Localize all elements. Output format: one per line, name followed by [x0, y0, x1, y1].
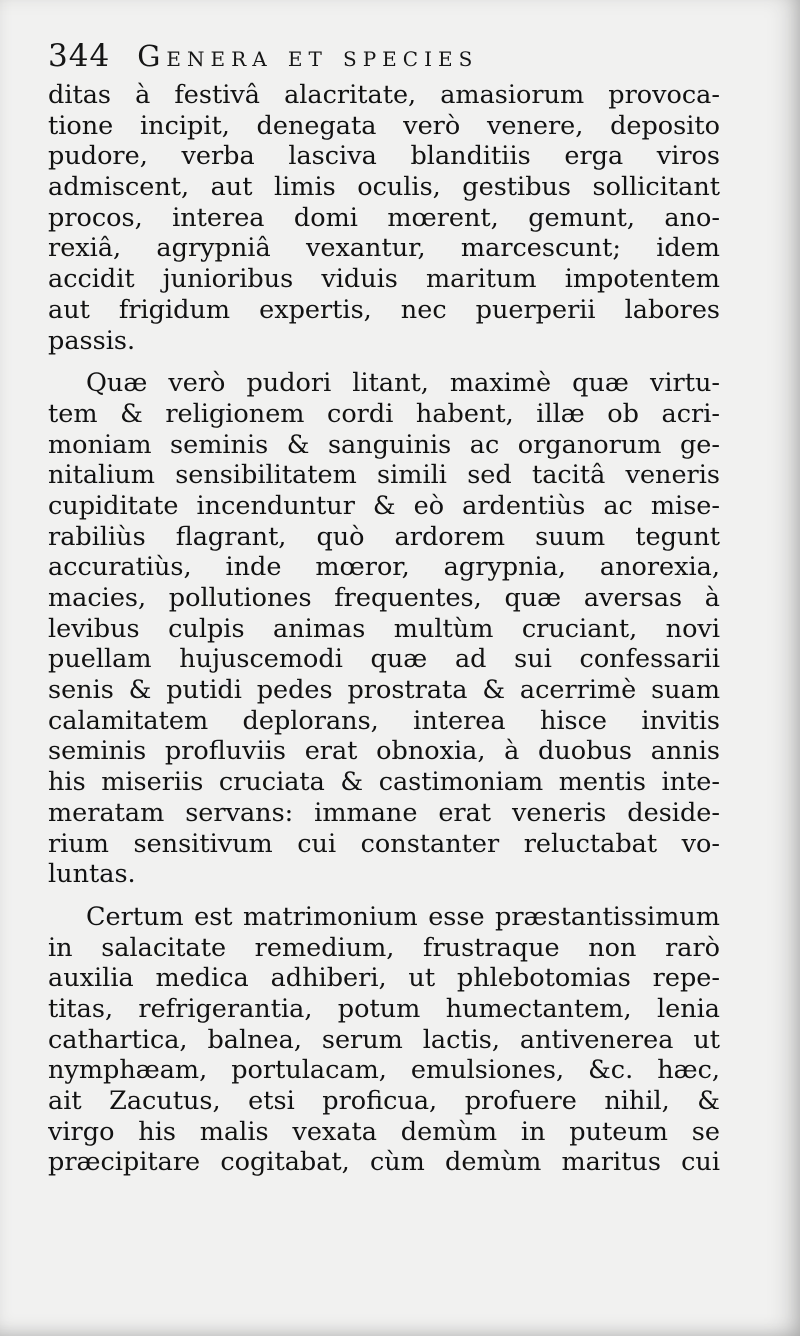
text-line: seminis profluviis erat obnoxia, à duobus annis	[48, 736, 720, 767]
text-line: macies, pollutiones frequentes, quæ aversas à	[48, 583, 720, 613]
text-line: nymphæam, portulacam, emulsiones, &c. hæc,	[48, 1055, 720, 1086]
text-line: puellam hujuscemodi quæ ad sui confessarii	[48, 644, 720, 675]
text-line: admiscent, aut limis oculis, gestibus sollicitant	[48, 172, 720, 203]
text-line: titas, refrigerantia, potum humectantem, lenia	[48, 993, 720, 1024]
text-line: rexiâ, agrypniâ vexantur, marcescunt; idem	[48, 233, 720, 264]
text-line: calamitatem deplorans, interea hisce invitis	[48, 705, 720, 736]
text-line: accuratiùs, inde mœror, agrypnia, anorexia,	[48, 552, 720, 583]
text-line: tione incipit, denegata verò venere, deposito	[48, 110, 720, 141]
text-line: Certum est matrimonium esse præstantissimum	[86, 901, 720, 932]
text-line: cathartica, balnea, serum lactis, antivenerea ut	[48, 1024, 720, 1055]
paragraph-gap	[48, 890, 720, 902]
paragraph	[48, 902, 720, 1178]
text-line: Quæ verò pudori litant, maximè quæ virtu-	[86, 368, 720, 399]
text-line: in salacitate remedium, frustraque non rarò	[48, 932, 720, 963]
paragraph-gap	[48, 356, 720, 368]
text-line: moniam seminis & sanguinis ac organorum ge-	[48, 429, 720, 460]
text-line: aut frigidum expertis, nec puerperii labores	[48, 294, 720, 325]
text-line: meratam servans: immane erat veneris deside-	[48, 797, 720, 828]
text-line: præcipitare cogitabat, cùm demùm maritus cui	[48, 1147, 720, 1178]
text-line: ait Zacutus, etsi proficua, profuere nihil, &	[48, 1086, 720, 1116]
text-line: nitalium sensibilitatem simili sed tacitâ veneris	[48, 460, 720, 491]
text-line: cupiditate incenduntur & eò ardentiùs ac mise-	[48, 490, 720, 521]
text-line: pudore, verba lasciva blanditiis erga viros	[48, 141, 720, 172]
text-line: levibus culpis animas multùm cruciant, novi	[48, 613, 720, 644]
page-number: 344	[48, 38, 111, 74]
text-line: passis.	[48, 325, 136, 356]
text-line: his miseriis cruciata & castimoniam mentis inte-	[48, 767, 720, 798]
text-line: tem & religionem cordi habent, illæ ob acri-	[48, 398, 720, 429]
paragraph	[48, 80, 720, 356]
paragraph	[48, 368, 720, 890]
text-line: luntas.	[48, 859, 136, 890]
text-line: procos, interea domi mœrent, gemunt, ano-	[48, 202, 720, 233]
text-line: rabiliùs flagrant, quò ardorem suum tegunt	[48, 521, 720, 552]
page-header	[48, 38, 688, 86]
text-line: ditas à festivâ alacritate, amasiorum provoca-	[48, 80, 720, 110]
body-text	[48, 80, 720, 1178]
text-line: virgo his malis vexata demùm in puteum se	[48, 1116, 720, 1147]
running-title: Genera et species	[137, 39, 479, 73]
text-line: senis & putidi pedes prostrata & acerrimè suam	[48, 675, 720, 706]
text-line: auxilia medica adhiberi, ut phlebotomias repe-	[48, 963, 720, 994]
text-line: rium sensitivum cui constanter reluctabat vo-	[48, 828, 720, 859]
text-line: accidit junioribus viduis maritum impotentem	[48, 264, 720, 295]
